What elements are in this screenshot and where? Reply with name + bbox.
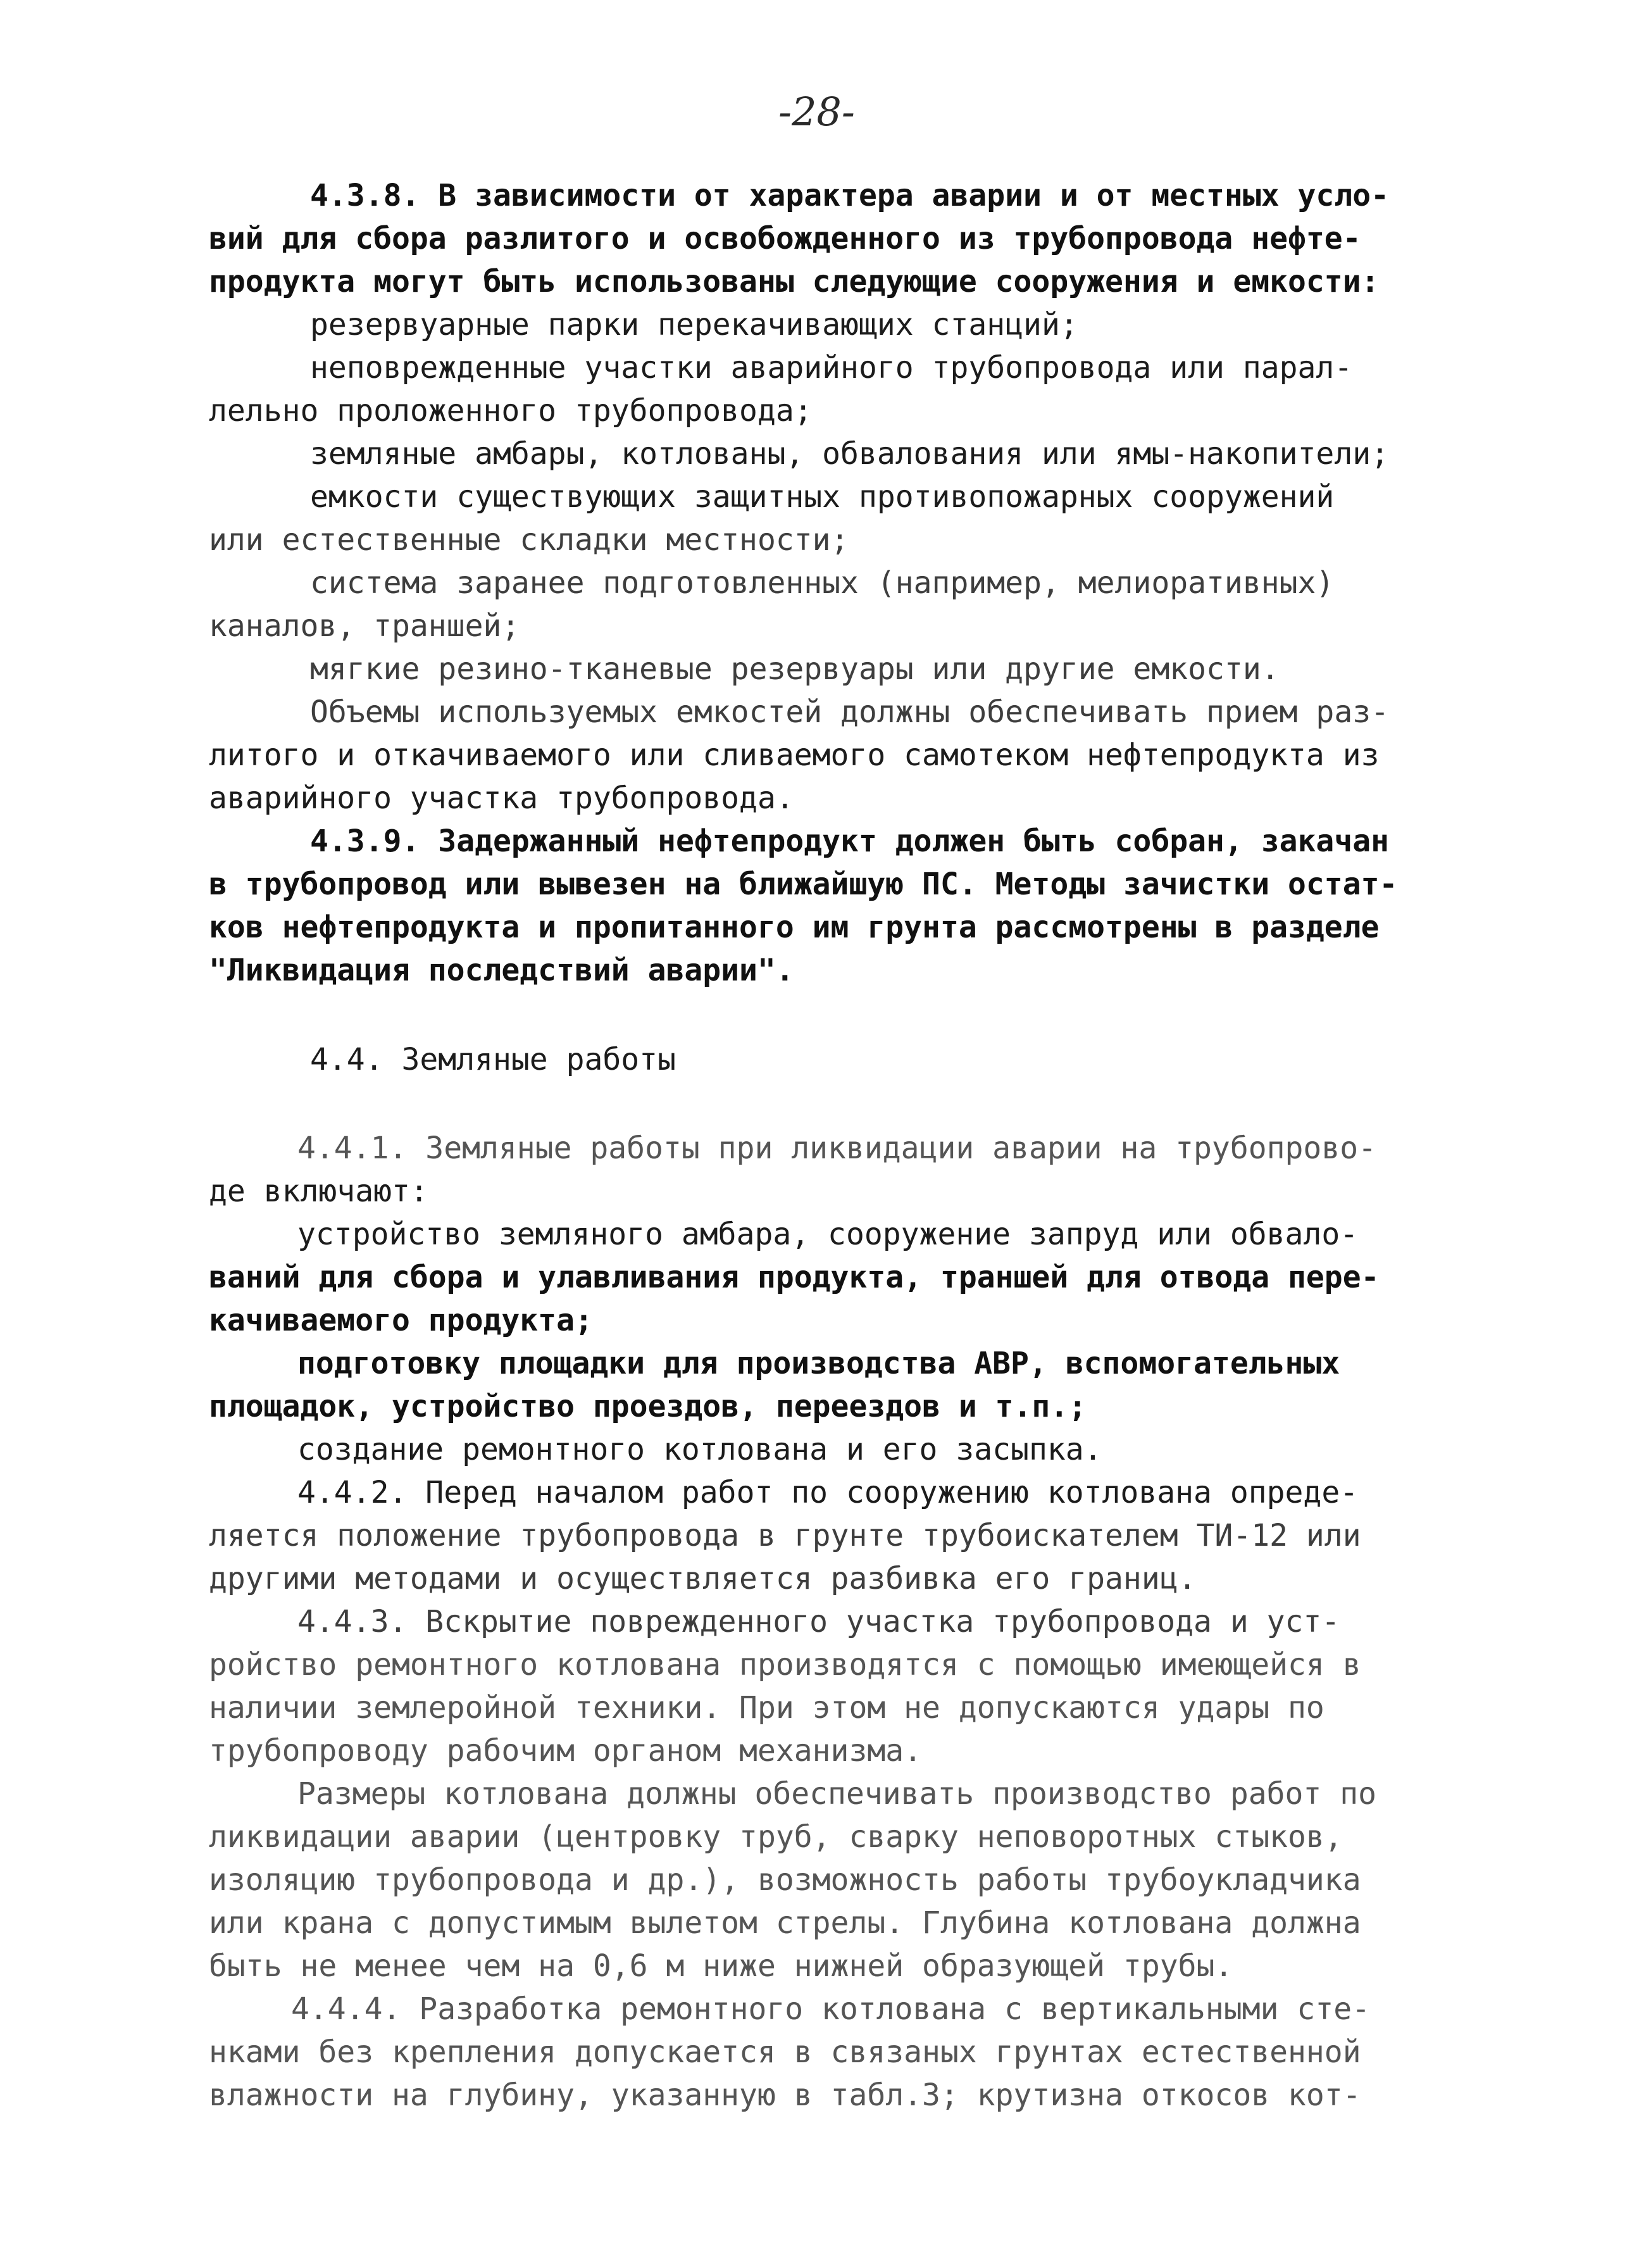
text-line: быть не менее чем на 0,6 м ниже нижней образующей трубы. [209, 1948, 1233, 1984]
text-line: 4.4.4. Разработка ремонтного котлована с вертикальными сте- [291, 1991, 1371, 2027]
text-line: де включают: [209, 1174, 428, 1209]
text-line: устройство земляного амбара, сооружение запруд или обвало- [297, 1217, 1359, 1252]
text-line: вий для сбора разлитого и освобожденного из трубопровода нефте- [209, 221, 1361, 256]
text-line: Объемы используемых емкостей должны обеспечивать прием раз- [310, 694, 1390, 730]
text-line: аварийного участка трубопровода. [209, 780, 794, 816]
text-line: или естественные складки местности; [209, 522, 849, 558]
text-line: ликвидации аварии (центровку труб, сварку неповоротных стыков, [209, 1819, 1343, 1855]
section-heading: 4.4. Земляные работы [310, 1042, 676, 1077]
text-line: каналов, траншей; [209, 608, 520, 644]
text-line: мягкие резино-тканевые резервуары или другие емкости. [310, 651, 1280, 687]
text-line: подготовку площадки для производства АВР, вспомогательных [297, 1346, 1340, 1381]
text-line: другими методами и осуществляется разбивка его границ. [209, 1561, 1197, 1596]
text-line: 4.4.3. Вскрытие поврежденного участка трубопровода и уст- [297, 1604, 1340, 1639]
text-line: в трубопровод или вывезен на ближайшую ПС. Методы зачистки остат- [209, 867, 1398, 902]
text-line: или крана с допустимым вылетом стрелы. Глубина котлована должна [209, 1905, 1361, 1941]
page-number: -28- [778, 89, 855, 135]
text-line: литого и откачиваемого или сливаемого самотеком нефтепродукта из [209, 737, 1380, 773]
text-line: неповрежденные участки аварийного трубопровода или парал- [310, 350, 1353, 385]
text-line: площадок, устройство проездов, переездов и т.п.; [209, 1389, 1087, 1424]
text-line: наличии землеройной техники. При этом не допускаются удары по [209, 1690, 1324, 1726]
text-line: резервуарные парки перекачивающих станций; [310, 307, 1078, 342]
text-line: качиваемого продукта; [209, 1303, 593, 1338]
text-line: ляется положение трубопровода в грунте трубоискателем ТИ-12 или [209, 1518, 1361, 1553]
text-line: создание ремонтного котлована и его засыпка. [297, 1432, 1102, 1467]
text-line: ройство ремонтного котлована производятся с помощью имеющейся в [209, 1647, 1361, 1682]
text-line: 4.3.9. Задержанный нефтепродукт должен быть собран, закачан [310, 824, 1390, 859]
text-line: влажности на глубину, указанную в табл.3; крутизна откосов кот- [209, 2077, 1361, 2113]
text-line: трубопроводу рабочим органом механизма. [209, 1733, 923, 1769]
text-line: емкости существующих защитных противопожарных сооружений [310, 479, 1335, 515]
text-line: Размеры котлована должны обеспечивать производство работ по [297, 1776, 1377, 1812]
text-line: система заранее подготовленных (например, мелиоративных) [310, 565, 1335, 601]
text-line: лельно проложенного трубопровода; [209, 393, 813, 429]
text-line: 4.3.8. В зависимости от характера аварии и от местных усло- [310, 178, 1390, 213]
text-line: ваний для сбора и улавливания продукта, траншей для отвода пере- [209, 1260, 1380, 1295]
text-line: ков нефтепродукта и пропитанного им грунта рассмотрены в разделе [209, 910, 1380, 945]
text-line: "Ликвидация последствий аварии". [209, 953, 794, 988]
text-line: продукта могут быть использованы следующие сооружения и емкости: [209, 264, 1380, 299]
text-line: изоляцию трубопровода и др.), возможность работы трубоукладчика [209, 1862, 1361, 1898]
text-line: нками без крепления допускается в связаных грунтах естественной [209, 2034, 1361, 2070]
text-line: земляные амбары, котлованы, обвалования или ямы-накопители; [310, 436, 1390, 472]
text-line: 4.4.2. Перед началом работ по сооружению котлована опреде- [297, 1475, 1359, 1510]
text-line: 4.4.1. Земляные работы при ликвидации аварии на трубопрово- [297, 1131, 1377, 1166]
